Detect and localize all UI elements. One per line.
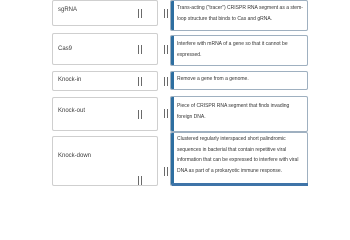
drag-handle-icon[interactable] [138,110,142,119]
term-card-knock-down[interactable] [52,136,158,186]
definition-text: Remove a gene from a genome. [177,76,249,82]
term-label: sgRNA [58,7,78,13]
drag-handle-icon[interactable] [164,77,168,86]
definition-card-3[interactable] [170,71,308,90]
term-label: Knock-out [58,108,86,114]
definition-card-5[interactable] [170,132,308,186]
drag-handle-icon[interactable] [164,45,168,54]
drag-handle-icon[interactable] [164,109,168,118]
drag-handle-icon[interactable] [138,45,142,54]
definition-card-4[interactable] [170,96,308,132]
definition-card-1[interactable] [170,0,308,31]
definition-text: Clustered regularly interspaced short palindromic sequences in bacterial that contain repetitive viral information that can be expressed to interfere with viral DNA as part of a prokaryotic immune response. [177,136,299,174]
card-accent [171,36,174,65]
bottom-scroll-bar [172,183,308,186]
term-card-knock-in[interactable] [52,71,158,91]
definition-text: Trans-acting ("tracer") CRISPR RNA segment as a stem-loop structure that binds to Cas and gRNA. [177,5,303,22]
term-card-knock-out[interactable] [52,97,158,131]
term-label: Knock-down [58,153,92,159]
term-label: Knock-in [58,77,82,83]
term-card-sgrna[interactable] [52,0,158,26]
drag-handle-icon[interactable] [164,167,168,176]
drag-handle-icon[interactable] [138,176,142,185]
definition-card-2[interactable] [170,35,308,66]
term-card-cas9[interactable] [52,33,158,65]
definition-text: Interfere with mRNA of a gene so that it cannot be expressed. [177,41,288,58]
card-accent [171,133,174,185]
card-accent [171,72,174,89]
card-accent [171,97,174,131]
drag-handle-icon[interactable] [138,77,142,86]
drag-handle-icon[interactable] [138,9,142,18]
definition-text: Piece of CRISPR RNA segment that finds invading foreign DNA. [177,103,290,120]
drag-handle-icon[interactable] [164,9,168,18]
card-accent [171,1,174,30]
term-label: Cas9 [58,46,73,52]
